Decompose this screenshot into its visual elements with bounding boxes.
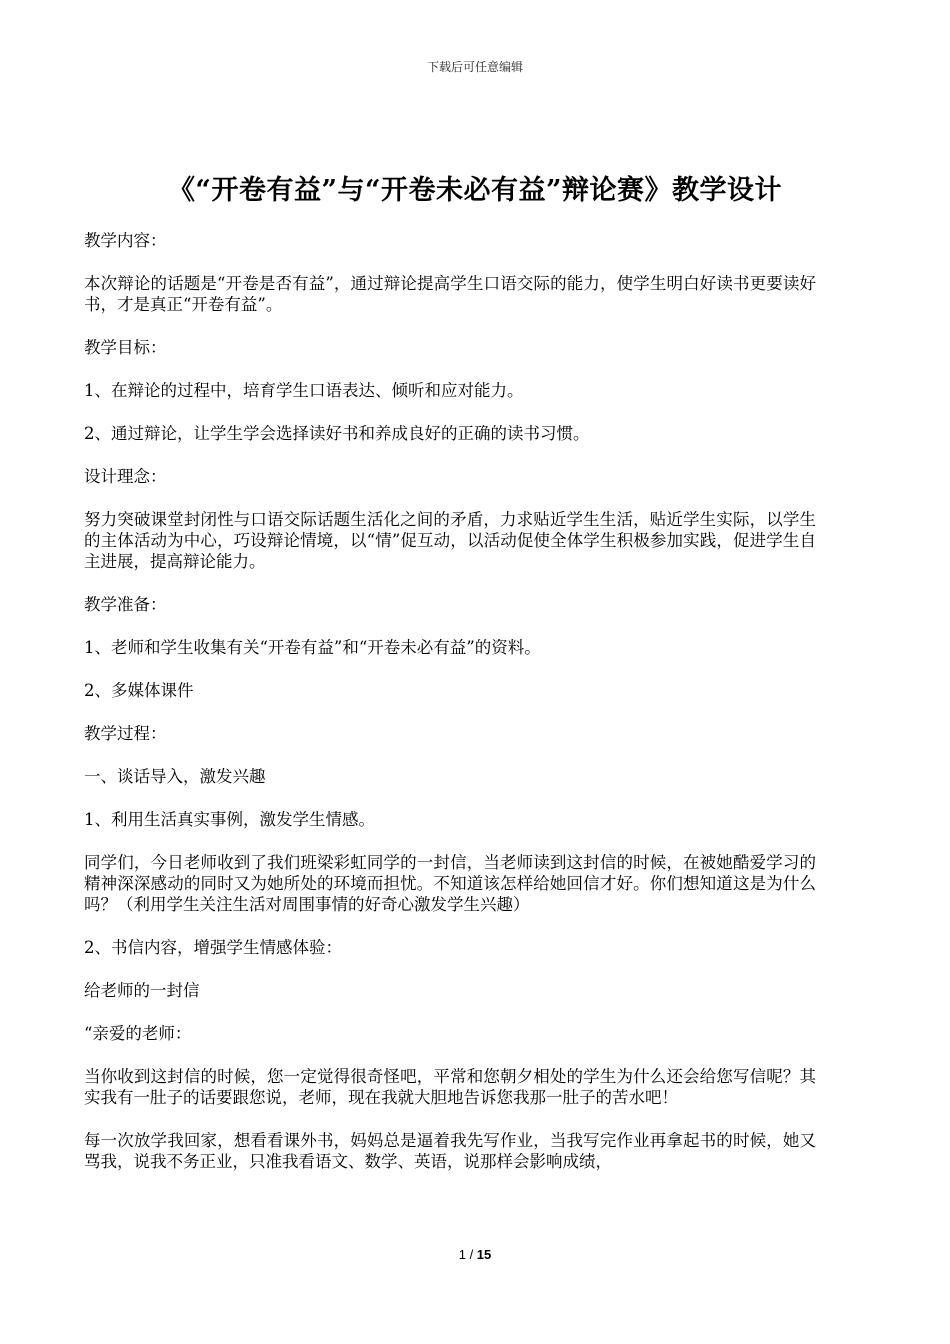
section-heading-concept: 设计理念： xyxy=(84,467,167,486)
section-heading-objectives: 教学目标： xyxy=(84,338,167,357)
letter-salutation: “亲爱的老师： xyxy=(84,1024,192,1043)
process-step-heading: 一、谈话导入，激发兴趣 xyxy=(84,767,266,786)
paragraph-teacher-intro: 同学们，今日老师收到了我们班梁彩虹同学的一封信，当老师读到这封信的时候，在被她酷爱学习的精神深深感动的同时又为她所处的环境而担忧。不知道该怎样给她回信才好。你们想知道这是为什么吗？（利用学生关注生活对周围事情的好奇心激发学生兴趣） xyxy=(84,853,816,914)
section-heading-content: 教学内容： xyxy=(84,231,167,250)
process-substep-1: 1、利用生活真实事例，激发学生情感。 xyxy=(84,810,375,829)
page-header-note: 下载后可任意编辑 xyxy=(426,60,523,74)
document-body xyxy=(84,230,816,1194)
section-heading-preparation: 教学准备： xyxy=(84,595,167,614)
preparation-item-2: 2、多媒体课件 xyxy=(84,681,194,700)
process-substep-2: 2、书信内容，增强学生情感体验： xyxy=(84,938,342,957)
letter-title: 给老师的一封信 xyxy=(84,981,200,1000)
paragraph-concept: 努力突破课堂封闭性与口语交际话题生活化之间的矛盾，力求贴近学生生活，贴近学生实际，以学生的主体活动为中心，巧设辩论情境，以“情”促互动，以活动促使全体学生积极参加实践，促进学生自主进展，提高辩论能力。 xyxy=(84,510,816,571)
letter-paragraph-1: 当你收到这封信的时候，您一定觉得很奇怪吧，平常和您朝夕相处的学生为什么还会给您写信呢？其实我有一肚子的话要跟您说，老师，现在我就大胆地告诉您我那一肚子的苦水吧！ xyxy=(84,1067,816,1107)
total-pages: 15 xyxy=(476,1247,492,1262)
current-page: 1 xyxy=(458,1247,466,1262)
preparation-item-1: 1、老师和学生收集有关“开卷有益”和“开卷未必有益”的资料。 xyxy=(84,638,541,657)
objective-item-2: 2、通过辩论，让学生学会选择读好书和养成良好的正确的读书习惯。 xyxy=(84,424,590,443)
letter-paragraph-2: 每一次放学我回家，想看看课外书，妈妈总是逼着我先写作业，当我写完作业再拿起书的时候，她又骂我，说我不务正业，只准我看语文、数学、英语，说那样会影响成绩， xyxy=(84,1131,816,1171)
page-number xyxy=(0,1247,950,1262)
objective-item-1: 1、在辩论的过程中，培育学生口语表达、倾听和应对能力。 xyxy=(84,381,524,400)
document-title: 《“开卷有益”与“开卷未必有益”辩论赛》教学设计 xyxy=(167,175,783,206)
section-heading-process: 教学过程： xyxy=(84,724,167,743)
paragraph-content: 本次辩论的话题是“开卷是否有益”，通过辩论提高学生口语交际的能力，使学生明白好读书更要读好书，才是真正“开卷有益”。 xyxy=(84,274,816,314)
page-separator: / xyxy=(465,1247,477,1262)
